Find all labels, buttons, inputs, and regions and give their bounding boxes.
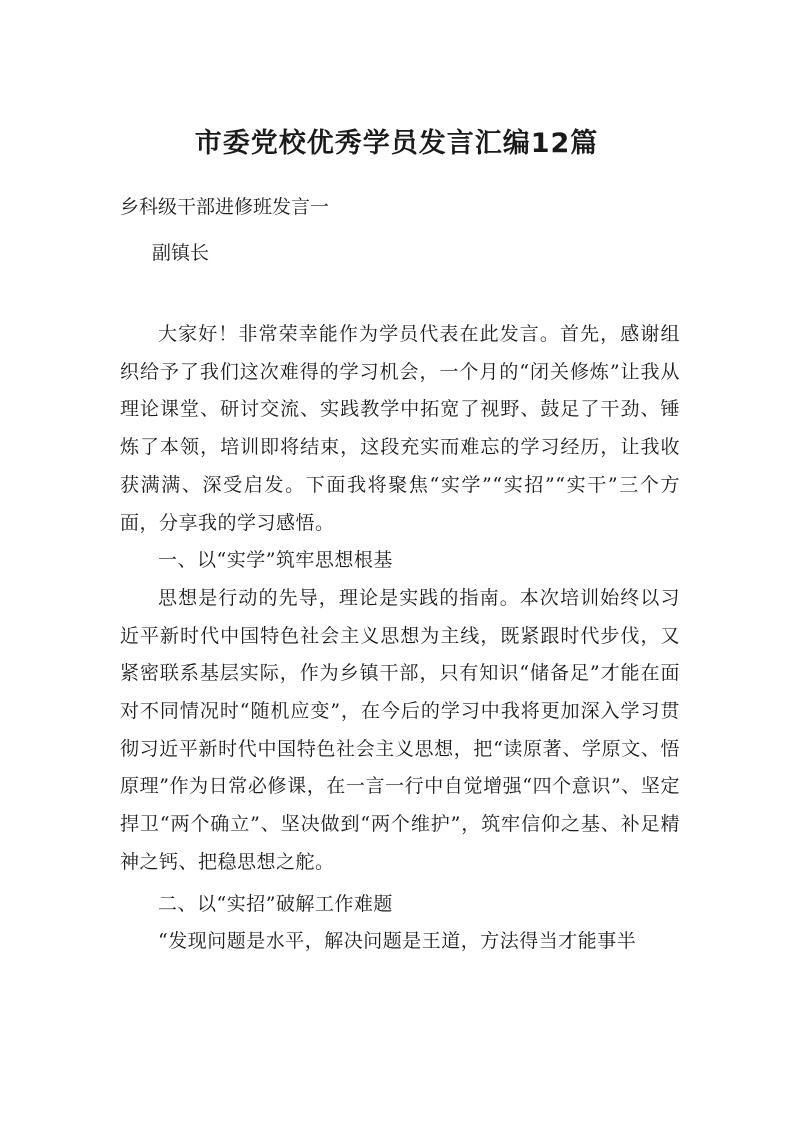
document-body <box>120 316 680 961</box>
section-heading-2: 二、以“实招”破解工作难题 <box>158 892 393 915</box>
document-subtitle: 乡科级干部进修班发言一 <box>120 196 330 218</box>
document-title: 市委党校优秀学员发言汇编12篇 <box>194 128 599 159</box>
speaker-title: 副镇长 <box>152 242 210 264</box>
section-heading-1: 一、以“实学”筑牢思想根基 <box>158 549 393 572</box>
paragraph-section-1: 思想是行动的先导，理论是实践的指南。本次培训始终以习近平新时代中国特色社会主义思想为主线，既紧跟时代步伐，又紧密联系基层实际，作为乡镇干部，只有知识“储备足”才能在面对不同情况时“随机应变”，在今后的学习中我将更加深入学习贯彻习近平新时代中国特色社会主义思想，把“读原著、学原文、悟原理”作为日常必修课，在一言一行中自觉增强“四个意识”、坚定捍卫“两个确立”、坚决做到“两个维护”，筑牢信仰之基、补足精神之钙、把稳思想之舵。 <box>120 586 680 873</box>
paragraph-section-2: “发现问题是水平，解决问题是王道，方法得当才能事半 <box>158 930 637 953</box>
paragraph-intro: 大家好！非常荣幸能作为学员代表在此发言。首先，感谢组织给予了我们这次难得的学习机会，一个月的“闭关修炼”让我从理论课堂、研讨交流、实践教学中拓宽了视野、鼓足了干劲、锤炼了本领，培训即将结束，这段充实而难忘的学习经历，让我收获满满、深受启发。下面我将聚焦“实学”“实招”“实干”三个方面，分享我的学习感悟。 <box>120 323 680 534</box>
